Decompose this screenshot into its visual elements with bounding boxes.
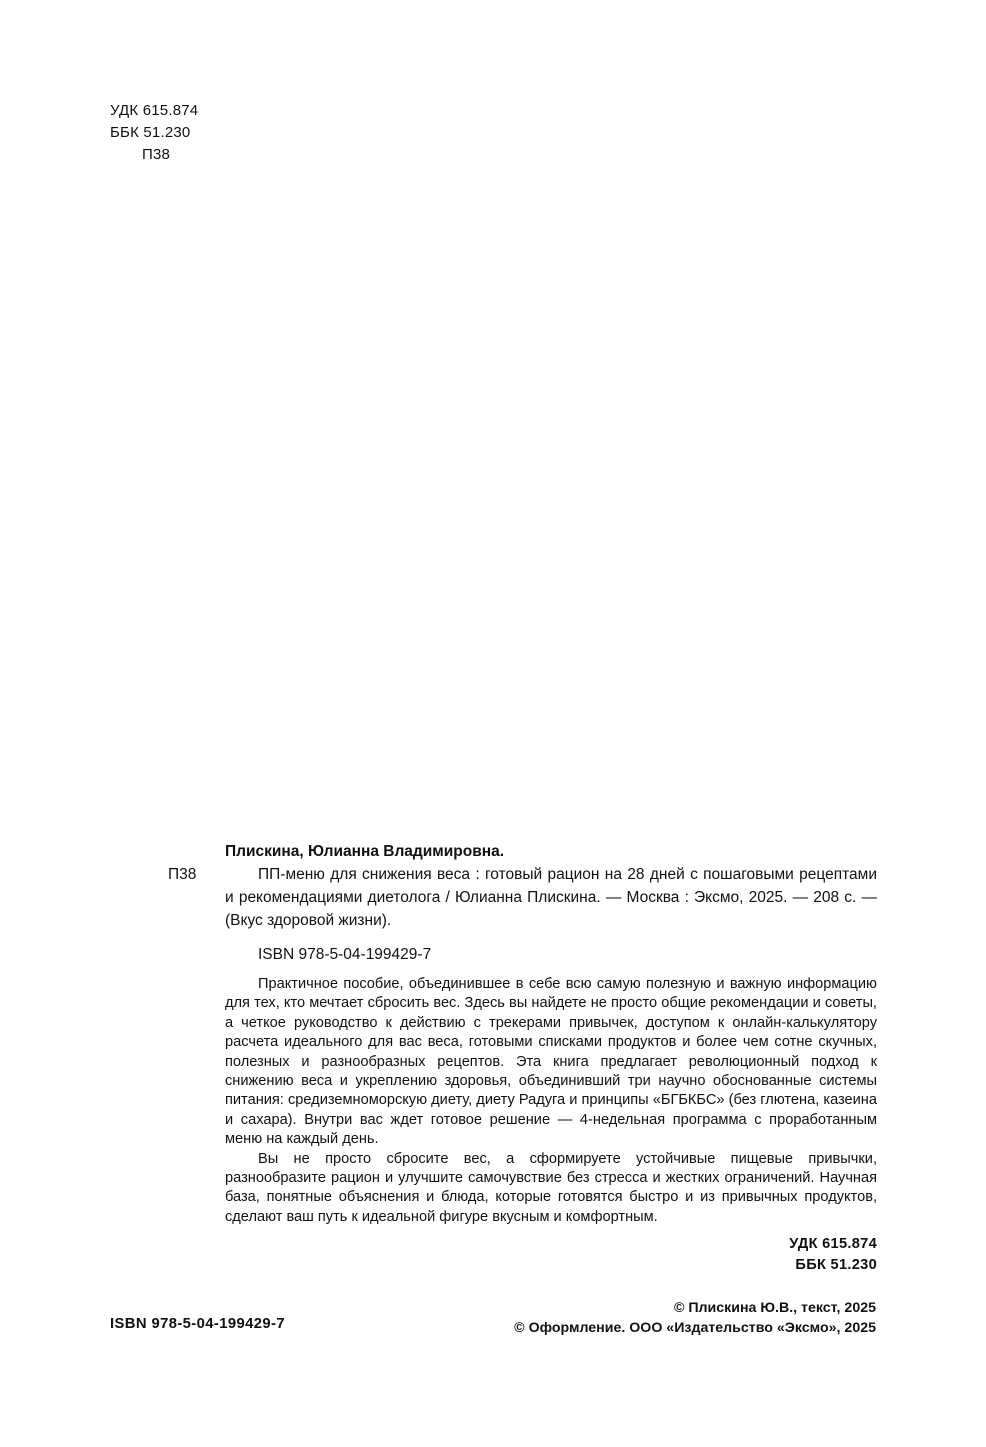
udc-code: УДК 615.874 — [110, 102, 199, 119]
copyright-block — [514, 1298, 876, 1338]
bibliographic-block — [168, 840, 877, 1276]
bibliographic-description: ПП-меню для снижения веса : готовый рацион на 28 дней с пошаговыми рецептами и рекомендациями диетолога / Юлианна Плискина. — Москва : Эксмо, 2025. — 208 с. — (Вкус здоровой жизни). — [225, 866, 877, 929]
margin-author-sign: П38 — [168, 866, 197, 883]
copyright-text-line: © Плискина Ю.В., текст, 2025 — [673, 1300, 876, 1316]
catalog-entry — [168, 863, 877, 932]
footer-isbn: ISBN 978-5-04-199429-7 — [110, 1316, 285, 1332]
udc-code-bottom: УДК 615.874 — [789, 1236, 877, 1253]
copyright-design-line: © Оформление. ООО «Издательство «Эксмо», 2025 — [514, 1320, 876, 1336]
isbn-line: ISBN 978-5-04-199429-7 — [258, 946, 432, 963]
annotation-paragraph-1: Практичное пособие, объединившее в себе всю самую полезную и важную информацию для тех, кто мечтает сбросить вес. Здесь вы найдете не просто общие рекомендации и советы, а четкое руководство к действию с трекерами привычек, доступом к онлайн-калькулятору расчета идеального для вас веса, готовыми списками продуктов и более чем сотне скучных, полезных и разнообразных рецептов. Эта книга предлагает революционный подход к снижению веса и укреплению здоровья, объединивший три научно обоснованные системы питания: средиземноморскую диету, диету Радуга и принципы «БГБКБС» (без глютена, казеина и сахара). Внутри вас ждет готовое решение — 4-недельная программа с проработанным меню на каждый день. — [225, 976, 877, 1148]
bbk-code-bottom: ББК 51.230 — [795, 1257, 877, 1274]
classification-codes-bottom — [225, 1234, 877, 1276]
classification-codes — [110, 100, 198, 166]
author-heading: Плискина, Юлианна Владимировна. — [225, 843, 505, 860]
bbk-code: ББК 51.230 — [110, 124, 191, 141]
author-sign-code: П38 — [142, 146, 171, 163]
annotation-paragraph-2: Вы не просто сбросите вес, а сформируете устойчивые пищевые привычки, разнообразите рацион и улучшите самочувствие без стресса и жестких ограничений. Научная база, понятные объяснения и блюда, которые готовятся быстро и из привычных продуктов, сделают ваш путь к идеальной фигуре вкусным и комфортным. — [225, 1150, 877, 1225]
